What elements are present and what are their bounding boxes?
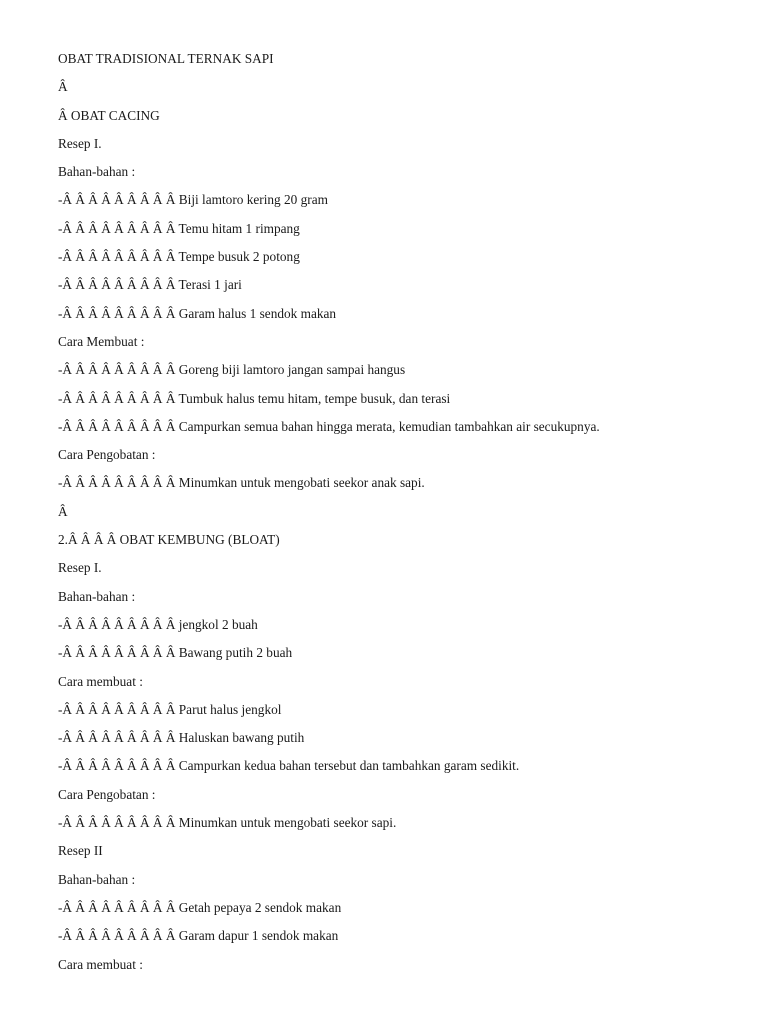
document-line: Â [58, 79, 68, 95]
document-line: -Â Â Â Â Â Â Â Â Â Temu hitam 1 rimpang [58, 220, 300, 236]
document-line: Bahan-bahan : [58, 588, 136, 604]
document-line: Resep II [58, 843, 103, 859]
document-line: -Â Â Â Â Â Â Â Â Â Biji lamtoro kering 20 gram [58, 192, 328, 208]
document-line: Cara Pengobatan : [58, 786, 156, 802]
document-line: -Â Â Â Â Â Â Â Â Â Parut halus jengkol [58, 701, 282, 717]
document-line: -Â Â Â Â Â Â Â Â Â Minumkan untuk mengobati seekor anak sapi. [58, 475, 425, 491]
document-line: -Â Â Â Â Â Â Â Â Â Bawang putih 2 buah [58, 645, 293, 661]
document-line: -Â Â Â Â Â Â Â Â Â Campurkan kedua bahan tersebut dan tambahkan garam sedikit. [58, 758, 520, 774]
document-line: Cara membuat : [58, 673, 143, 689]
document-line: Resep I. [58, 135, 102, 151]
document-line: Resep I. [58, 560, 102, 576]
document-line: -Â Â Â Â Â Â Â Â Â Tempe busuk 2 potong [58, 249, 300, 265]
document-line: -Â Â Â Â Â Â Â Â Â Tumbuk halus temu hitam, tempe busuk, dan terasi [58, 390, 451, 406]
document-line: -Â Â Â Â Â Â Â Â Â Minumkan untuk mengobati seekor sapi. [58, 815, 397, 831]
document-line: -Â Â Â Â Â Â Â Â Â Haluskan bawang putih [58, 730, 305, 746]
document-body [58, 49, 600, 983]
document-line: -Â Â Â Â Â Â Â Â Â jengkol 2 buah [58, 616, 258, 632]
document-line: OBAT TRADISIONAL TERNAK SAPI [58, 51, 274, 66]
document-line: -Â Â Â Â Â Â Â Â Â Goreng biji lamtoro jangan sampai hangus [58, 362, 406, 378]
document-line: Cara Pengobatan : [58, 447, 156, 463]
document-line: 2.Â Â Â Â OBAT KEMBUNG (BLOAT) [58, 532, 280, 548]
document-line: -Â Â Â Â Â Â Â Â Â Terasi 1 jari [58, 277, 242, 293]
document-line: Cara membuat : [58, 956, 143, 972]
document-line: -Â Â Â Â Â Â Â Â Â Garam halus 1 sendok makan [58, 305, 337, 321]
document-line: -Â Â Â Â Â Â Â Â Â Campurkan semua bahan hingga merata, kemudian tambahkan air secukupnya. [58, 418, 600, 434]
document-line: Cara Membuat : [58, 333, 145, 349]
document-line: -Â Â Â Â Â Â Â Â Â Garam dapur 1 sendok makan [58, 928, 339, 944]
document-line: Bahan-bahan : [58, 164, 136, 180]
document-line: Bahan-bahan : [58, 871, 136, 887]
document-line: Â [58, 503, 68, 519]
document-line: Â OBAT CACING [58, 107, 160, 123]
document-line: -Â Â Â Â Â Â Â Â Â Getah pepaya 2 sendok makan [58, 899, 342, 915]
